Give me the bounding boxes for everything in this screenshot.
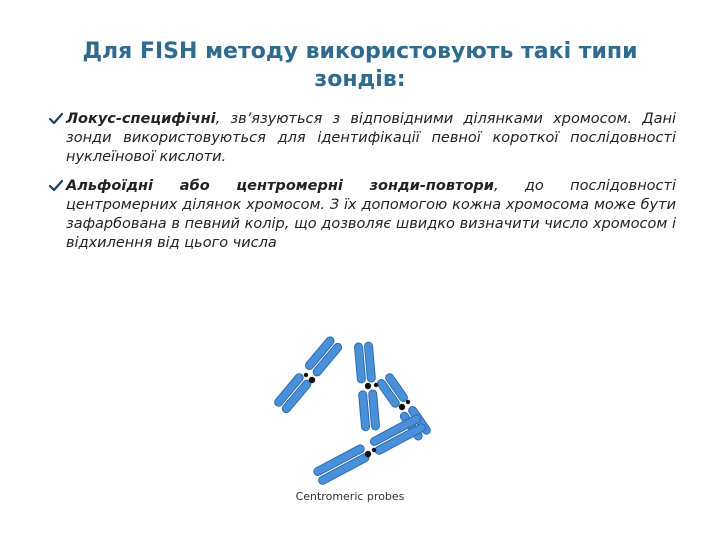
bullet-text: [66, 110, 676, 167]
bullet-item-locus: [48, 110, 676, 167]
checkmark-icon: [48, 111, 64, 127]
bullet-list: [48, 110, 676, 263]
bullet-term: Локус-специфічні: [66, 111, 216, 127]
bullet-text: [66, 177, 676, 253]
bullet-term: Альфоїдні або центромерні зонди-повтори: [66, 178, 494, 194]
checkmark-icon: [48, 178, 64, 194]
bullet-description: , до послідовності центромерних ділянок хромосом. З їх допомогою кожна хромосома може бути зафарбована в певний колір, що дозволяє швидко визначити число хромосом і відхилення від цього числа: [66, 178, 676, 251]
bullet-description: , зв’язуються з відповідними ділянками хромосом. Дані зонди використовуються для ідентифікації певної короткої послідовності нуклеїнової кислоти.: [66, 111, 676, 165]
figure-caption: Centromeric probes: [295, 490, 405, 503]
slide-title: Для FISH методу використовують такі типи зондів:: [82, 39, 638, 92]
bullet-item-centromeric: [48, 177, 676, 253]
